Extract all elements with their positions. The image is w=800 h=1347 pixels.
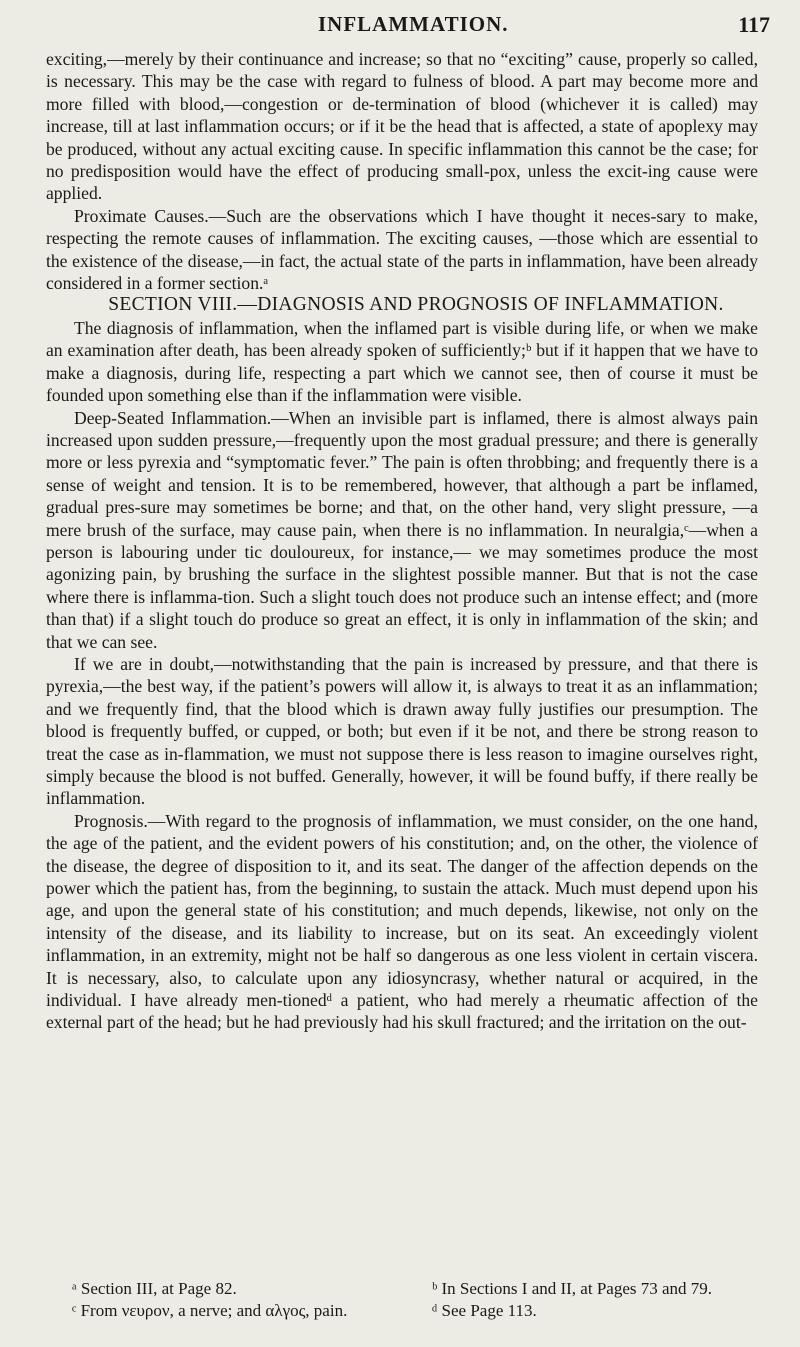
footnote-c: ᶜ From νευρον, a nerve; and αλγος, pain.: [72, 1301, 348, 1320]
page-number: 117: [738, 12, 770, 37]
footnotes: [72, 1278, 762, 1322]
body-text: [46, 48, 758, 1034]
paragraph: Prognosis.—With regard to the prognosis of inflammation, we must consider, on the one hand, the age of the patient, and the evident powers of his constitution; and, on the other, the violence of the disease, the degree of disposition to it, and its seat. The danger of the affection depends on the power which the patient has, from the beginning, to sustain the attack. Much must depend upon his age, and upon the general state of his constitution; and much depends, likewise, not only on the intensity of the disease, and its liability to increase, but on its seat. An exceedingly violent inflammation, in an extremity, might not be half so dangerous as one less violent in certain viscera. It is necessary, also, to calculate upon any idiosyncrasy, whether natural or acquired, in the individual. I have already men-tionedᵈ a patient, who had merely a rheumatic affection of the external part of the head; but he had previously had his skull fractured; and the irritation on the out-: [46, 810, 758, 1033]
footnote-a: ᵃ Section III, at Page 82.: [72, 1279, 237, 1298]
paragraph: exciting,—merely by their continuance and increase; so that no “exciting” cause, properly so called, is necessary. This may be the case with regard to fulness of blood. A part may become more and more filled with blood,—congestion or de-termination of blood (whichever it is called) may increase, till at last inflammation occurs; or if it be the head that is affected, a state of apoplexy may be produced, without any actual exciting cause. In specific inflammation this cannot be the case; for no predisposition would have the effect of producing small-pox, unless the excit-ing cause were applied.: [46, 49, 758, 204]
paragraph: The diagnosis of inflammation, when the inflamed part is visible during life, or when we make an examination after death, has been already spoken of sufficiently;ᵇ but if it happen that we have to make a diagnosis, during life, respecting a part which we cannot see, then of course it must be founded upon something else than if the inflammation were visible.: [46, 317, 758, 406]
paragraph: Deep-Seated Inflammation.—When an invisible part is inflamed, there is almost always pain increased upon sudden pressure,—frequently upon the most gradual pressure; and there is generally more or less pyrexia and “symptomatic fever.” The pain is often throbbing; and frequently there is a sense of weight and tension. It is to be remembered, however, that although a part be inflamed, gradual pres-sure may sometimes be borne; and that, on the other hand, very slight pressure, —a mere brush of the surface, may cause pain, when there is no inflammation. In neuralgia,ᶜ—when a person is labouring under tic douloureux, for instance,— we may sometimes produce the most agonizing pain, by brushing the surface in the slightest possible manner. But that is not the case where there is inflamma-tion. Such a slight touch does not produce such an intense effect; and (more than that) if a slight touch do produce so great an effect, it is only in inflammation of the skin; and that we can see.: [46, 407, 758, 652]
running-title: INFLAMMATION.: [318, 12, 509, 36]
footnote-row: [72, 1278, 762, 1300]
footnote-b: ᵇ In Sections I and II, at Pages 73 and 79.: [432, 1279, 713, 1298]
paragraph: Proximate Causes.—Such are the observations which I have thought it neces-sary to make, respecting the remote causes of inflammation. The exciting causes, —those which are essential to the existence of the disease,—in fact, the actual state of the parts in inflammation, have been already considered in a former section.ᵃ: [46, 205, 758, 294]
paragraph: If we are in doubt,—notwithstanding that the pain is increased by pressure, and that there is pyrexia,—the best way, if the patient’s powers will allow it, is always to treat it as an inflammation; and we frequently find, that the blood which is drawn away fully justifies our presumption. The blood is frequently buffed, or cupped, or both; but even if it be not, and there be strong reason to treat the case as in-flammation, we must not suppose there is less reason to imagine ourselves right, simply because the blood is not buffed. Generally, however, it will be found buffy, if there really be inflammation.: [46, 653, 758, 809]
section-heading: SECTION VIII.—DIAGNOSIS AND PROGNOSIS OF INFLAMMATION.: [108, 294, 724, 316]
footnote-row: [72, 1300, 762, 1322]
page-header: [0, 12, 800, 42]
footnote-d: ᵈ See Page 113.: [432, 1301, 537, 1320]
